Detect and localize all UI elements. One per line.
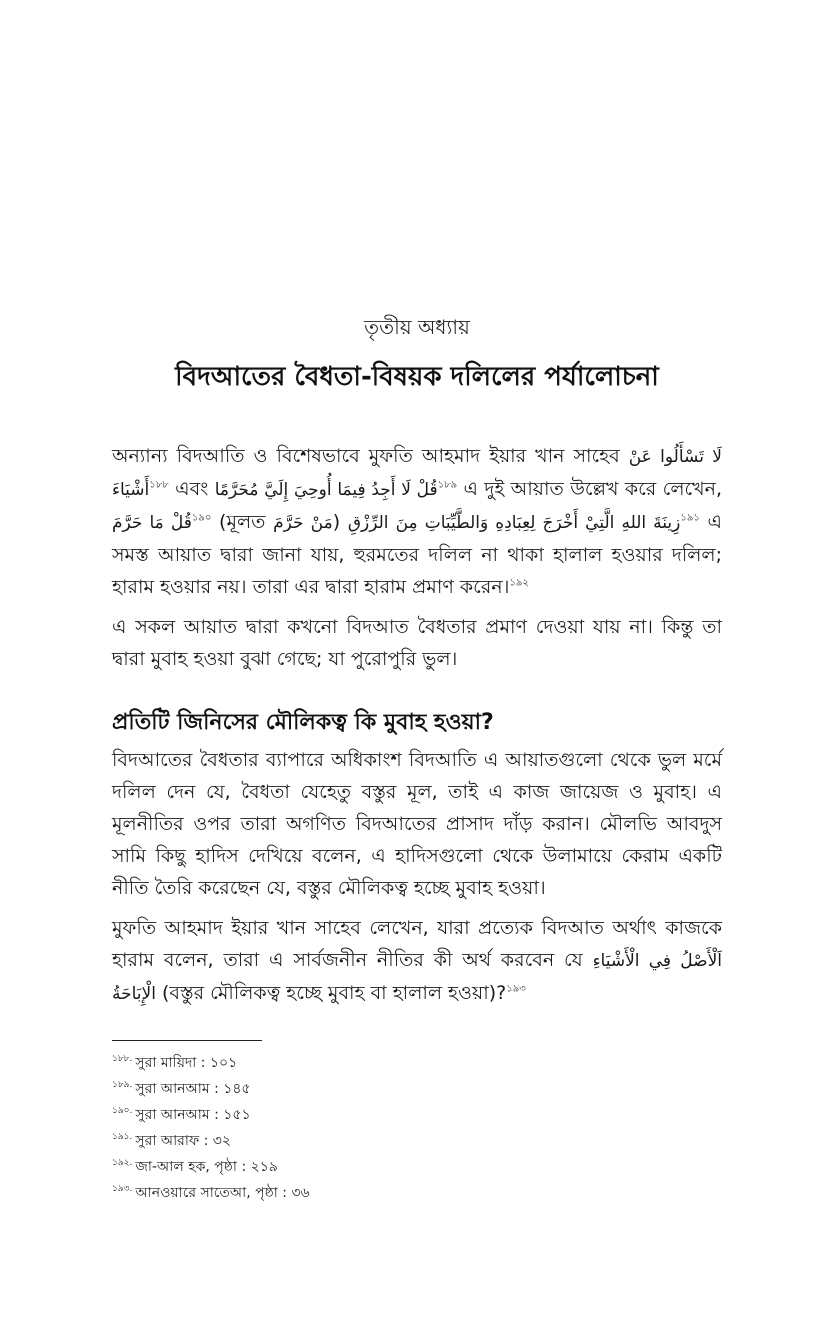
arabic-verse-1: لَا تَسْأَلُوا عَنْ أَشْيَاءَ [112, 447, 722, 500]
intro-text-2: এবং [175, 478, 209, 500]
footnote-ref-190: ১৯০ [191, 512, 212, 524]
footnote-text: সুরা আরাফ : ৩২ [135, 1133, 231, 1149]
section-body [112, 744, 722, 1018]
footnote-divider [112, 1040, 262, 1041]
arabic-verse-3: قُلْ مَا حَرَّمَ [112, 513, 192, 533]
chapter-label: তৃতীয় অধ্যায় [364, 315, 470, 339]
intro-text-7: সমস্ত আয়াত দ্বারা জানা যায়, হুরমতের দলিল না থাকা হালাল হওয়ার দলিল; হারাম হওয়ার নয়। তারা এর দ্বারা হারাম প্রমাণ করেন। [112, 544, 722, 598]
arabic-maxim: اَلْأَصْلُ فِي الْأَشْيَاءِ الْإِبَاحَةُ [112, 951, 722, 1004]
intro-text-1: অন্যান্য বিদআতি ও বিশেষভাবে মুফতি আহমাদ ইয়ার খান সাহেব [112, 445, 620, 467]
footnote-number: ১৯২. [112, 1158, 133, 1169]
intro-paragraph-2: এ সকল আয়াত দ্বারা কখনো বিদআত বৈধতার প্রমাণ দেওয়া যায় না। কিন্তু তা দ্বারা মুবাহ হওয়া বুঝা গেছে; যা পুরোপুরি ভুল। [112, 616, 722, 670]
section-paragraph-2 [112, 912, 722, 1010]
intro-text-4: এ [707, 511, 723, 533]
footnote-number: ১৮৮. [112, 1054, 133, 1065]
intro-text-3: এ দুই আয়াত উল্লেখ করে লেখেন, [463, 478, 722, 500]
intro-paragraph-1 [112, 440, 722, 603]
footnotes [112, 1050, 722, 1206]
footnote-item [112, 1128, 722, 1154]
footnote-item [112, 1076, 722, 1102]
footnote-number: ১৯৩. [112, 1184, 133, 1195]
arabic-verse-5: مَنْ حَرَّمَ [273, 513, 333, 533]
intro-text-6: ) [332, 511, 341, 533]
footnote-ref-193: ১৯৩ [506, 983, 526, 995]
footnote-text: সুরা আনআম : ১৫১ [135, 1107, 251, 1123]
chapter-title: বিদআতের বৈধতা-বিষয়ক দলিলের পর্যালোচনা [175, 362, 659, 392]
arabic-verse-4: زِينَةَ اللهِ الَّتِيْ أَخْرَجَ لِعِبَادِهِ وَالطَّيِّبَاتِ مِنَ الرِّزْقِ [347, 513, 681, 533]
footnote-ref-188: ১৮৮ [149, 479, 169, 491]
footnote-item [112, 1050, 722, 1076]
intro-text-5: (মূলত [219, 511, 266, 533]
intro-block [112, 440, 722, 683]
footnote-number: ১৯০. [112, 1106, 133, 1117]
footnote-item [112, 1180, 722, 1206]
footnote-ref-191: ১৯১ [680, 512, 700, 524]
book-page [112, 0, 722, 1320]
footnote-number: ১৯১. [112, 1132, 133, 1143]
arabic-verse-2: قُلْ لَا أَجِدُ فِيمَا أُوحِيَ إِلَيَّ مُحَرَّمًا [214, 480, 438, 500]
footnote-text: আনওয়ারে সাতেআ, পৃষ্ঠা : ৩৬ [135, 1185, 310, 1201]
footnote-ref-189: ১৮৯ [437, 479, 458, 491]
footnote-item [112, 1154, 722, 1180]
section-text-1: মুফতি আহমাদ ইয়ার খান সাহেব লেখেন, যারা প্রত্যেক বিদআত অর্থাৎ কাজকে হারাম বলেন, তারা এ সার্বজনীন নীতির কী অর্থ করবেন যে [112, 917, 722, 971]
footnote-text: সুরা মায়িদা : ১০১ [135, 1055, 238, 1071]
footnote-item [112, 1102, 722, 1128]
footnote-text: জা-আল হক, পৃষ্ঠা : ২১৯ [135, 1159, 278, 1175]
section-text-2: (বস্তুর মৌলিকত্ব হচ্ছে মুবাহ বা হালাল হওয়া)? [162, 982, 507, 1004]
section-paragraph-1: বিদআতের বৈধতার ব্যাপারে অধিকাংশ বিদআতি এ আয়াতগুলো থেকে ভুল মর্মে দলিল দেন যে, বৈধতা যেহেতু বস্তুর মূল, তাই এ কাজ জায়েজ ও মুবাহ। এ মূলনীতির ওপর তারা অগণিত বিদআতের প্রাসাদ দাঁড় করান। মৌলভি আবদুস সামি কিছু হাদিস দেখিয়ে বলেন, এ হাদিসগুলো থেকে উলামায়ে কেরাম একটি নীতি তৈরি করেছেন যে, বস্তুর মৌলিকত্ব হচ্ছে মুবাহ হওয়া। [112, 749, 722, 899]
footnote-number: ১৮৯. [112, 1080, 133, 1091]
section-heading: প্রতিটি জিনিসের মৌলিকত্ব কি মুবাহ হওয়া? [112, 710, 494, 735]
footnote-text: সুরা আনআম : ১৪৫ [135, 1081, 251, 1097]
footnote-ref-192: ১৯২ [509, 577, 529, 589]
